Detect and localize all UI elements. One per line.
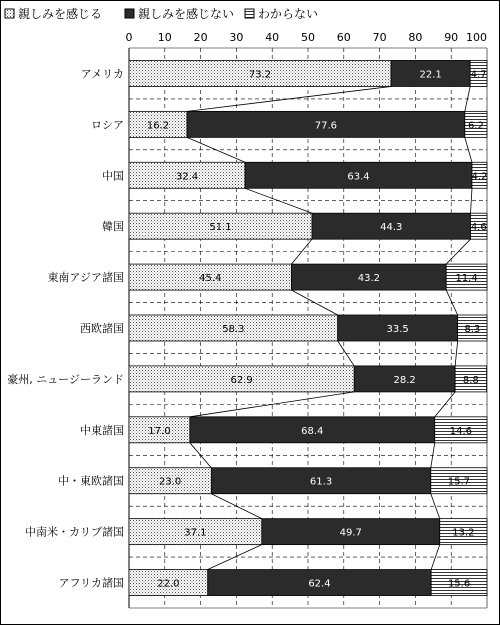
x-tick-label: 10 bbox=[157, 31, 172, 44]
legend-swatch-1 bbox=[5, 9, 14, 18]
category-label: アメリカ bbox=[80, 67, 124, 81]
data-label: 73.2 bbox=[248, 69, 272, 81]
category-label: 中南米・カリブ諸国 bbox=[25, 525, 124, 539]
data-label: 44.3 bbox=[380, 222, 403, 234]
data-label: 68.4 bbox=[301, 425, 324, 437]
data-label: 11.4 bbox=[455, 273, 478, 285]
legend-swatch-3 bbox=[245, 9, 254, 18]
category-label: 中国 bbox=[102, 169, 124, 183]
data-label: 15.7 bbox=[447, 476, 471, 488]
legend-swatch-2 bbox=[125, 9, 134, 18]
data-label: 62.4 bbox=[308, 578, 331, 590]
data-label: 77.6 bbox=[314, 120, 338, 132]
data-label: 6.2 bbox=[467, 120, 484, 132]
data-label: 33.5 bbox=[386, 324, 409, 335]
data-label: 63.4 bbox=[347, 171, 370, 183]
data-label: 14.6 bbox=[449, 425, 472, 437]
x-axis-tick-labels bbox=[126, 31, 488, 44]
category-label: 中・東欧諸国 bbox=[58, 474, 124, 488]
category-label: 西欧諸国 bbox=[80, 322, 124, 335]
connector-line bbox=[471, 188, 472, 213]
data-label: 23.0 bbox=[159, 476, 182, 488]
data-label: 22.0 bbox=[157, 578, 180, 590]
category-label: アフリカ諸国 bbox=[58, 576, 124, 590]
x-tick-label: 50 bbox=[301, 31, 315, 44]
x-tick-label: 70 bbox=[372, 31, 387, 44]
x-tick-label: 90 bbox=[444, 31, 459, 44]
connector-line bbox=[455, 341, 458, 366]
data-label: 43.2 bbox=[357, 273, 380, 285]
legend-label-2: 親しみを感じない bbox=[138, 7, 235, 21]
data-label: 8.3 bbox=[464, 324, 481, 335]
data-label: 32.4 bbox=[175, 171, 199, 183]
data-label: 51.1 bbox=[209, 222, 232, 234]
category-label: 韓国 bbox=[102, 220, 124, 234]
x-tick-label: 100 bbox=[466, 31, 487, 44]
x-tick-label: 30 bbox=[229, 31, 244, 44]
data-label: 4.7 bbox=[470, 69, 487, 81]
data-label: 22.1 bbox=[419, 69, 442, 81]
data-label: 13.2 bbox=[452, 527, 475, 539]
data-label: 16.2 bbox=[146, 120, 170, 132]
legend bbox=[5, 6, 318, 21]
category-label: 東南アジア諸国 bbox=[47, 271, 124, 285]
data-label: 62.9 bbox=[230, 374, 253, 386]
data-label: 37.1 bbox=[184, 527, 207, 539]
stacked-bar-chart bbox=[1, 1, 499, 624]
connector-line bbox=[292, 239, 312, 264]
data-label: 17.0 bbox=[148, 425, 171, 437]
category-label: 中東諸国 bbox=[80, 423, 124, 437]
data-label: 28.2 bbox=[393, 374, 416, 386]
legend-label-1: 親しみを感じる bbox=[18, 7, 103, 21]
x-tick-label: 60 bbox=[336, 31, 351, 44]
category-labels bbox=[7, 67, 124, 589]
category-label: ロシア bbox=[91, 118, 124, 132]
data-label: 61.3 bbox=[309, 476, 333, 488]
data-label: 4.6 bbox=[470, 222, 487, 234]
legend-label-3: わからない bbox=[258, 7, 319, 21]
x-tick-label: 20 bbox=[193, 31, 208, 44]
data-label: 58.3 bbox=[222, 324, 245, 335]
data-label: 49.7 bbox=[339, 527, 362, 539]
x-tick-label: 0 bbox=[125, 31, 133, 44]
x-tick-label: 80 bbox=[408, 31, 423, 44]
data-label: 15.6 bbox=[447, 578, 471, 590]
category-label: 豪州, ニュージーランド bbox=[7, 372, 124, 386]
data-label: 45.4 bbox=[199, 273, 222, 285]
data-label: 4.2 bbox=[471, 171, 488, 183]
x-tick-label: 40 bbox=[265, 31, 280, 44]
data-label: 8.8 bbox=[462, 374, 479, 386]
